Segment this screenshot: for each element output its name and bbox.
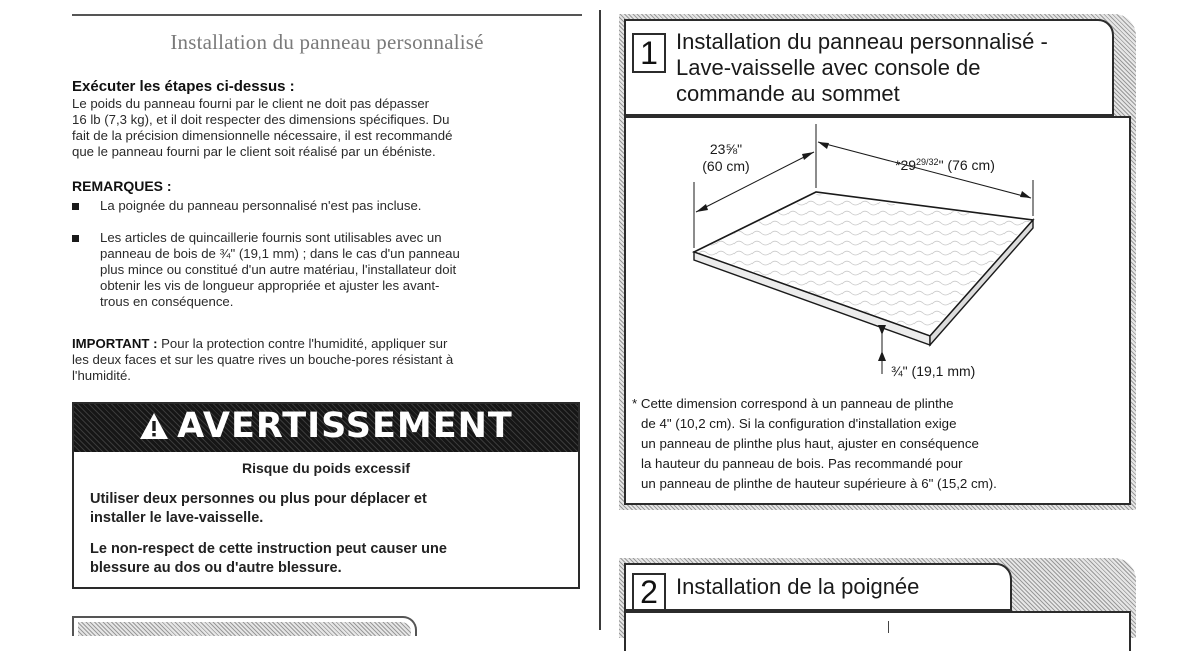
intro-line: fait de la précision dimensionnelle nécessaire, il est recommandé [72,128,453,143]
warning-triangle-icon [139,412,169,440]
remark-line: obtenir les vis de longueur appropriée et ajuster les avant- [100,278,440,293]
remarks-heading: REMARQUES : [72,178,172,194]
warning-instruction [90,490,560,528]
remark-line: Les articles de quincaillerie fournis sont utilisables avec un [100,230,442,245]
important-label: IMPORTANT : [72,336,158,351]
square-bullet-icon [72,203,79,210]
depth-label: 23⅝" [709,141,743,157]
square-bullet-icon [72,235,79,242]
steps-heading: Exécuter les étapes ci-dessus : [72,78,295,95]
footnote-line: un panneau de plinthe de hauteur supérieure à 6" (15,2 cm). [641,476,997,491]
important-paragraph [72,336,582,384]
depth-metric-label: (60 cm) [702,158,750,174]
step-1-body [624,116,1131,505]
step-2-number: 2 [632,573,666,611]
warning-subtitle: Risque du poids excessif [241,460,411,476]
warning-banner [74,404,578,452]
diagram-tick [888,621,889,633]
step-1-number: 1 [632,33,666,73]
width-dimension-line [818,142,1031,198]
arrowhead [1020,191,1031,198]
remark-item [72,198,582,216]
width-label-fraction: 29/32 [916,157,939,167]
left-column [72,0,584,630]
intro-line: Le poids du panneau fourni par le client ne doit pas dépasser [72,96,430,111]
remark-line: La poignée du panneau personnalisé n'est pas incluse. [100,198,422,213]
remark-line: plus mince ou constitué d'un autre matériau, l'installateur doit [100,262,457,277]
arrowhead [802,152,814,160]
step-1-title-line: Lave-vaisselle avec console de [676,55,981,80]
width-label-whole: *29 [895,157,917,173]
warning-box [72,402,580,589]
step-2-header [624,563,1012,611]
section-title: Installation du panneau personnalisé [170,30,484,54]
arrowhead [878,351,886,361]
step-1-title-line: Installation du panneau personnalisé - [676,29,1048,54]
warning-title [74,406,578,446]
next-section-tab-fill [78,622,411,636]
important-line: l'humidité. [72,368,131,383]
step-2-title: Installation de la poignée [676,574,920,599]
intro-paragraph [72,96,582,160]
important-text: Pour la protection contre l'humidité, appliquer sur [157,336,448,351]
arrowhead [818,142,829,149]
panel-dimension-diagram [626,118,1129,390]
footnote-line: * Cette dimension correspond à un panneau de plinthe [632,396,954,411]
remark-item [72,230,582,314]
top-rule [72,14,582,16]
important-line [72,336,582,352]
width-label-metric: " (76 cm) [938,157,995,173]
thickness-label: ¾" (19,1 mm) [891,363,976,379]
warning-line: installer le lave-vaisselle. [90,510,264,526]
dimension-footnote [632,394,1127,494]
remark-text [100,198,580,214]
footnote-line: la hauteur du panneau de bois. Pas recommandé pour [641,456,963,471]
warning-consequence [90,540,560,578]
intro-line: que le panneau fourni par le client soit réalisé par un ébéniste. [72,144,436,159]
step-1-header [624,19,1114,116]
remark-line: panneau de bois de ¾" (19,1 mm) ; dans le cas d'un panneau [100,246,460,261]
step-1-title-line: commande au sommet [676,81,900,106]
step-1-title [676,29,1116,107]
step-2-body [624,611,1131,651]
footnote-line: de 4" (10,2 cm). Si la configuration d'installation exige [641,416,957,431]
intro-line: 16 lb (7,3 kg), et il doit respecter des dimensions spécifiques. Du [72,112,450,127]
remark-line: trous en conséquence. [100,294,234,309]
footnote-line: un panneau de plinthe plus haut, ajuster en conséquence [641,436,979,451]
remark-text [100,230,580,310]
next-section-tab [72,616,417,636]
arrowhead [878,325,886,335]
warning-line: Utiliser deux personnes ou plus pour déplacer et [90,491,427,507]
step-1-panel [619,14,1136,510]
important-line: les deux faces et sur les quatre rives un bouche-pores résistant à [72,352,454,367]
step-2-panel [619,558,1136,638]
width-label [895,157,995,173]
arrowhead [696,204,708,212]
warning-line: Le non-respect de cette instruction peut causer une [90,541,447,557]
warning-title-text: AVERTISSEMENT [177,406,513,446]
warning-line: blessure au dos ou d'autre blessure. [90,560,342,576]
column-divider [599,10,601,630]
